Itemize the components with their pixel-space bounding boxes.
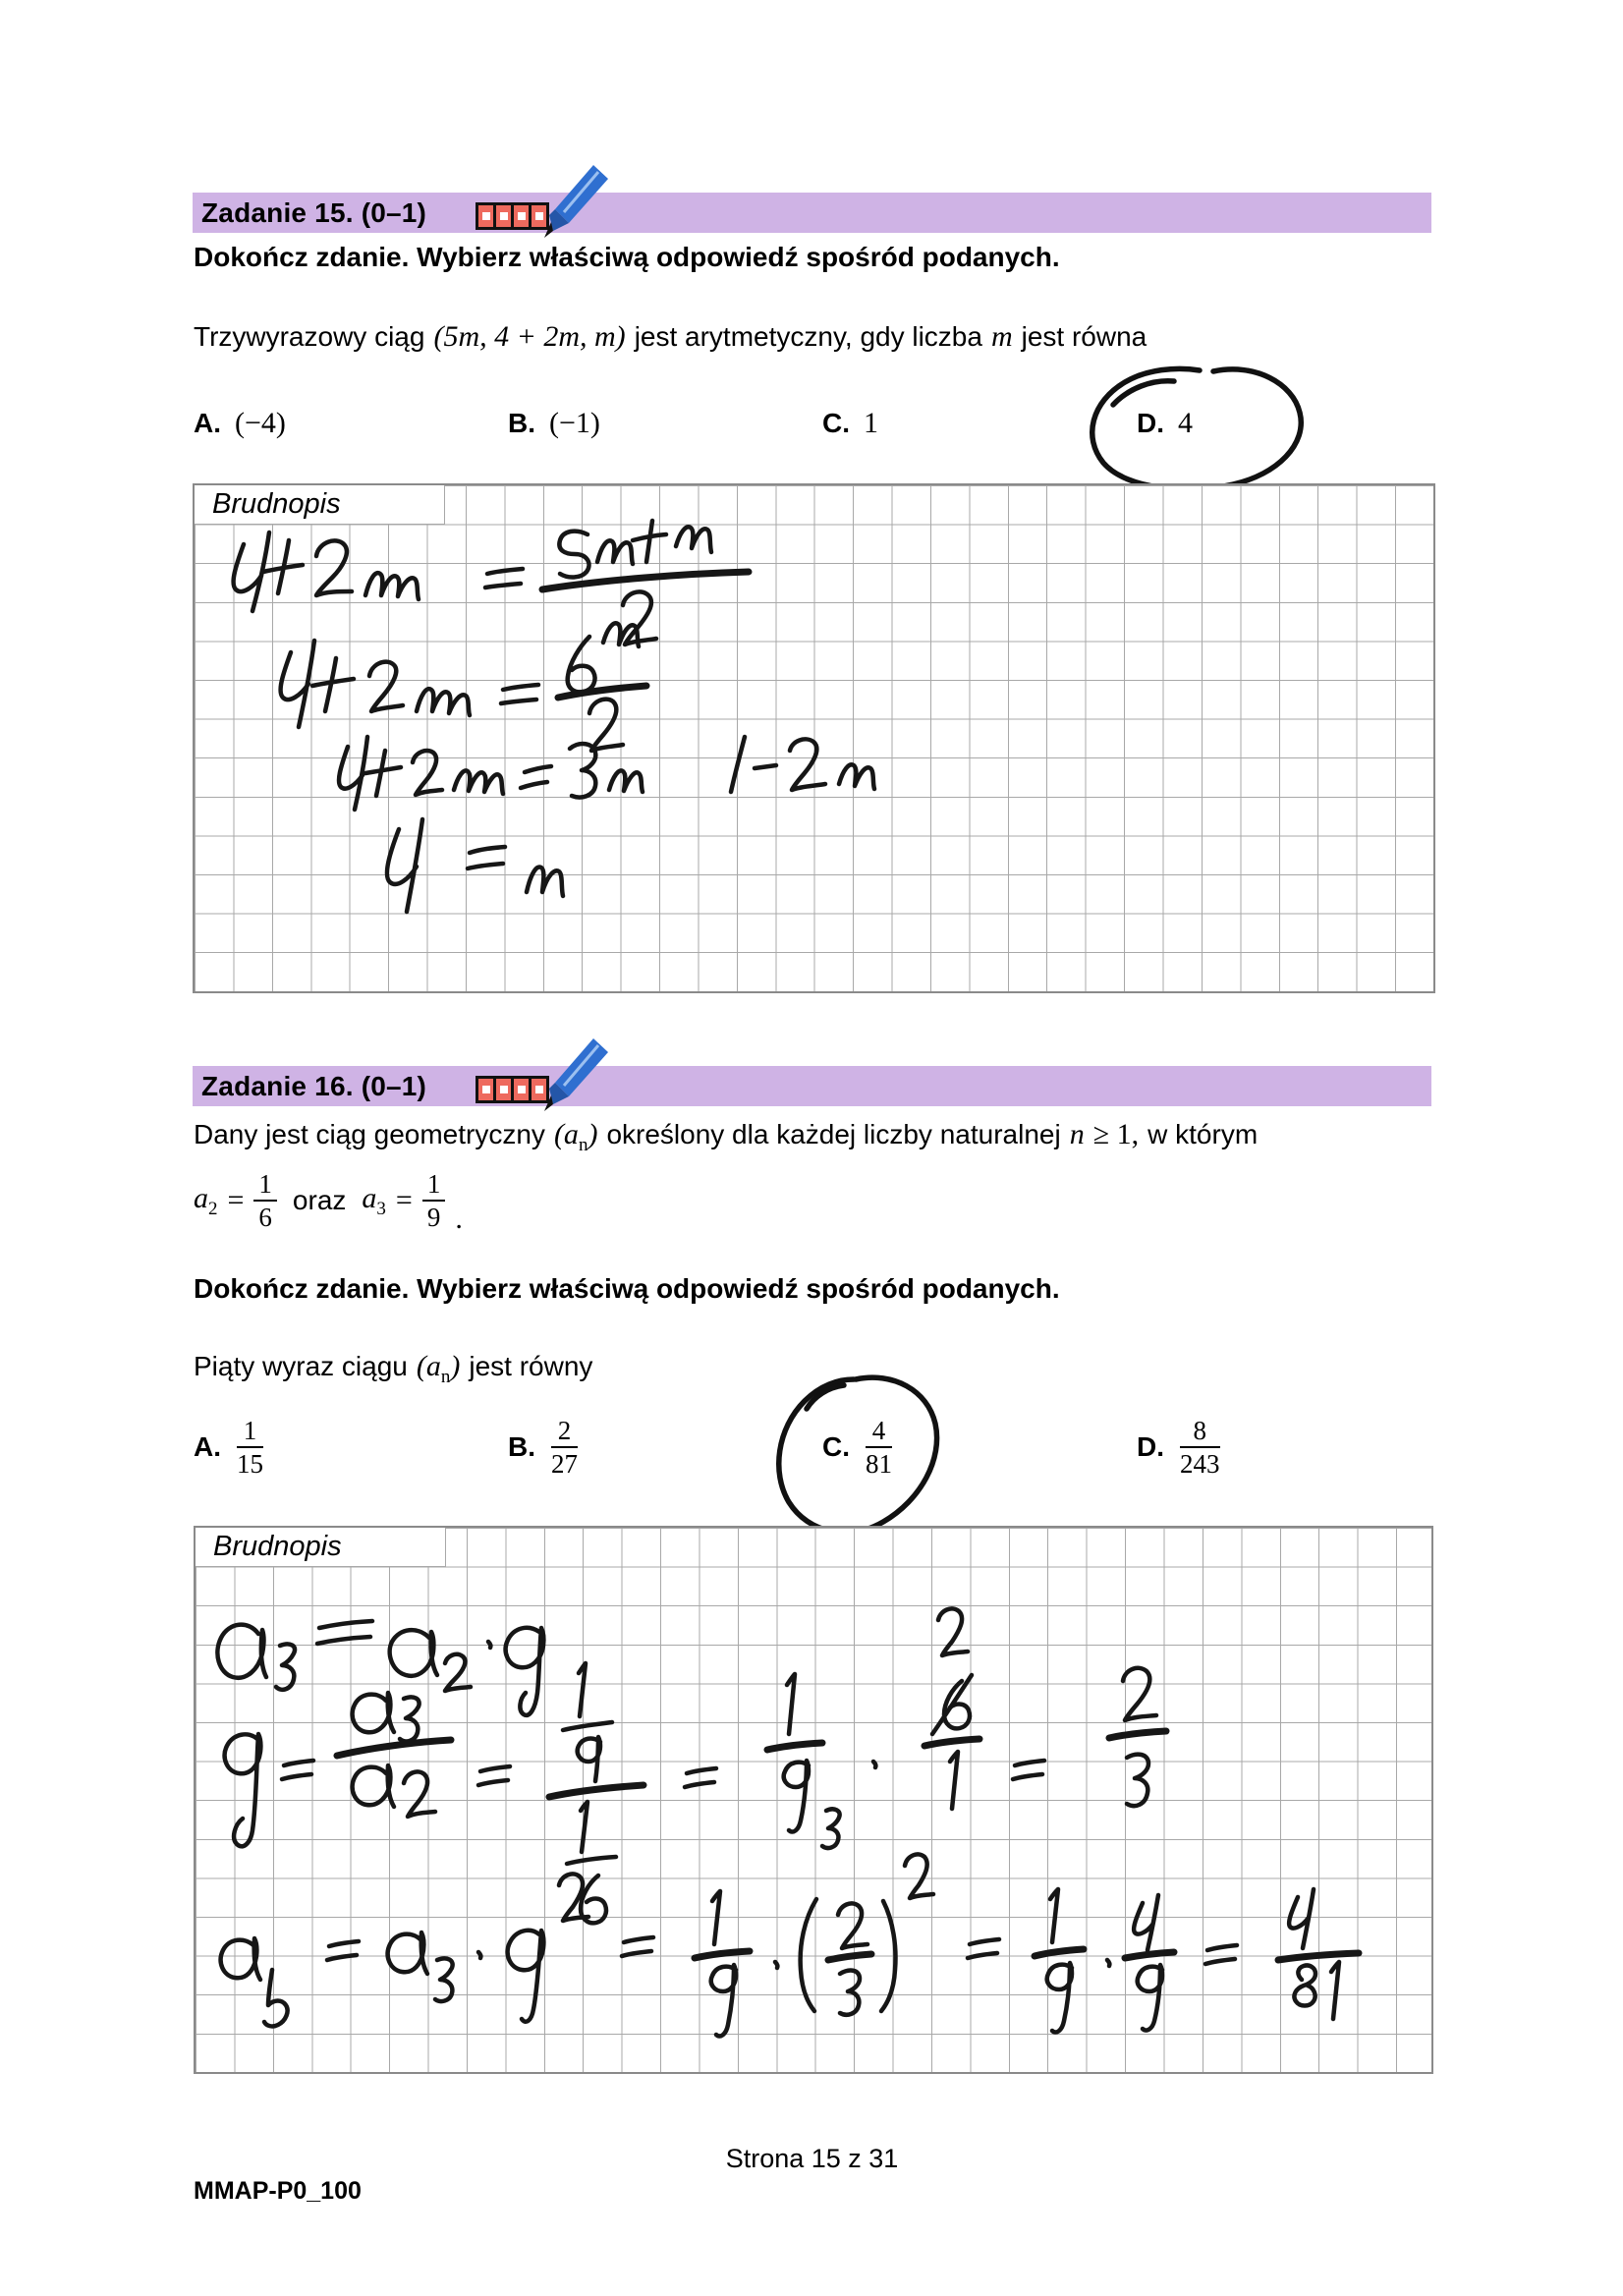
scratch-label-task16: Brudnopis	[196, 1528, 446, 1567]
task16-given	[194, 1161, 463, 1240]
fraction-1-9: $\frac{1}{9}$	[422, 1169, 446, 1232]
option-c-task15[interactable]: C. 1	[822, 407, 878, 439]
equals-sign: =	[227, 1184, 245, 1216]
question-text: jest równa	[1021, 321, 1147, 352]
answer-box-dot	[482, 1086, 490, 1093]
question-math: (5m, 4 + 2m, m)	[433, 320, 626, 353]
answer-box-icon	[496, 1079, 511, 1100]
answer-sheet-icon	[476, 1076, 549, 1103]
answer-box-icon	[478, 1079, 493, 1100]
answer-box-dot	[500, 212, 508, 220]
task15-header-bar	[193, 193, 1431, 233]
condition-relation: ≥ 1,	[1092, 1118, 1140, 1150]
task16-question	[194, 1350, 592, 1388]
intro-text: w którym	[1147, 1119, 1259, 1149]
question-text: Trzywyrazowy ciąg	[194, 321, 425, 352]
answer-box-dot	[518, 1086, 526, 1093]
option-d-task16[interactable]: D. $\frac{8}{243}$	[1137, 1415, 1220, 1479]
page-number: Strona 15 z 31	[725, 2144, 899, 2173]
fraction-1-6: $\frac{1}{6}$	[253, 1169, 277, 1232]
option-fraction: $\frac{4}{81}$	[866, 1415, 892, 1479]
task16-intro	[194, 1118, 1258, 1156]
answer-box-icon	[514, 205, 529, 227]
task16-title: Zadanie 16. (0–1)	[201, 1070, 427, 1101]
answer-box-dot	[482, 212, 490, 220]
task15-instruction: Dokończ zdanie. Wybierz właściwą odpowiedź spośród podanych.	[194, 242, 1060, 272]
task16-header-bar	[193, 1066, 1431, 1106]
option-fraction: $\frac{1}{15}$	[237, 1415, 263, 1479]
task15-scratch-grid	[193, 483, 1435, 993]
equals-sign: =	[395, 1184, 413, 1216]
period: .	[455, 1203, 463, 1235]
task16-instruction: Dokończ zdanie. Wybierz właściwą odpowiedź spośród podanych.	[194, 1273, 1060, 1304]
a2-symbol: $a_2$	[194, 1181, 218, 1219]
question-text: Piąty wyraz ciągu	[194, 1351, 408, 1381]
intro-text: Dany jest ciąg geometryczny	[194, 1119, 545, 1149]
selected-answer-circle-task15	[1076, 360, 1316, 499]
scratch-label-task15: Brudnopis	[195, 485, 445, 525]
option-d-task15[interactable]: D. 4	[1137, 407, 1193, 439]
answer-sheet-icon	[476, 202, 549, 230]
task16-scratch-grid	[194, 1526, 1433, 2074]
option-fraction: $\frac{2}{27}$	[551, 1415, 578, 1479]
sequence-symbol: $(a_n)$	[553, 1118, 598, 1155]
condition-variable: n	[1069, 1118, 1085, 1150]
answer-box-dot	[500, 1086, 508, 1093]
task15-title: Zadanie 15. (0–1)	[201, 196, 427, 228]
question-text: jest arytmetyczny, gdy liczba	[634, 321, 982, 352]
answer-box-icon	[496, 205, 511, 227]
option-c-task16[interactable]: C. $\frac{4}{81}$	[822, 1415, 892, 1479]
question-variable: m	[990, 320, 1013, 353]
a3-symbol: $a_3$	[362, 1181, 386, 1219]
option-a-task16[interactable]: A. $\frac{1}{15}$	[194, 1415, 263, 1479]
option-fraction: $\frac{8}{243}$	[1180, 1415, 1220, 1479]
answer-box-icon	[478, 205, 493, 227]
document-code: MMAP-P0_100	[194, 2177, 362, 2205]
answer-box-dot	[518, 212, 526, 220]
option-b-task16[interactable]: B. $\frac{2}{27}$	[508, 1415, 578, 1479]
intro-text: określony dla każdej liczby naturalnej	[606, 1119, 1061, 1149]
question-text: jest równy	[469, 1351, 593, 1381]
pen-icon	[542, 1035, 613, 1113]
answer-box-icon	[514, 1079, 529, 1100]
task15-question	[194, 320, 1147, 354]
oraz-text: oraz	[292, 1185, 347, 1215]
option-a-task15[interactable]: A. (−4)	[194, 407, 286, 439]
option-b-task15[interactable]: B. (−1)	[508, 407, 600, 439]
sequence-symbol: $(a_n)$	[416, 1350, 461, 1387]
pen-icon	[542, 161, 613, 240]
